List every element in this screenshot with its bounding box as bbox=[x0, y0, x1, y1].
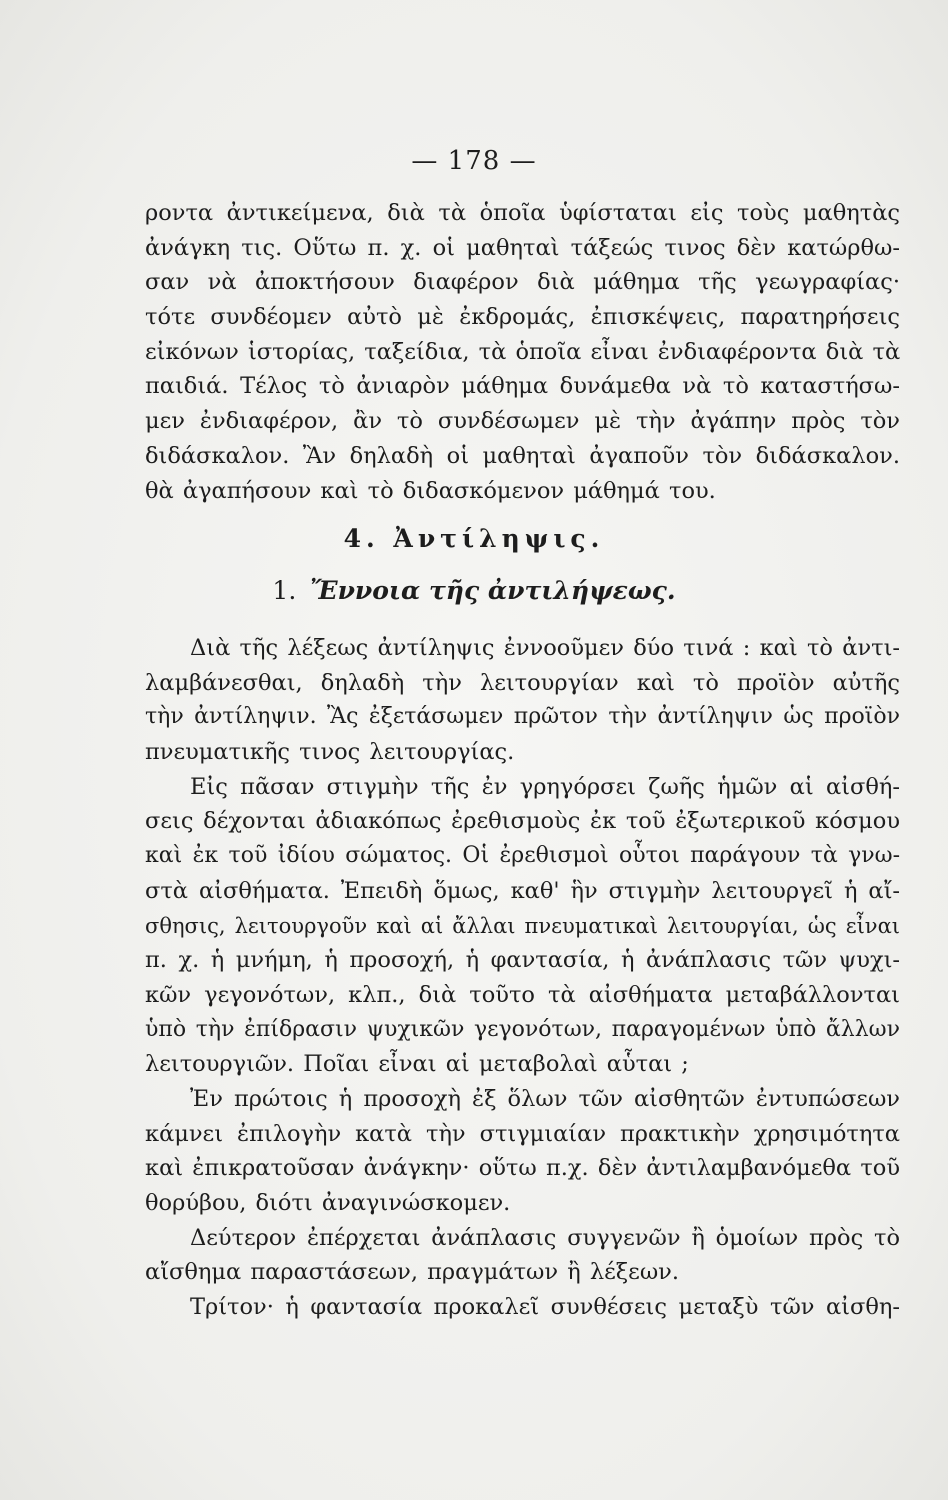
text-line: τὴν ἀντίληψιν. Ἂς ἐξετάσωμεν πρῶτον τὴν ἀντίληψιν ὡς προϊὸν bbox=[145, 704, 900, 730]
text-line: λαμβάνεσθαι, δηλαδὴ τὴν λειτουργίαν καὶ τὸ προϊὸν αὐτῆς bbox=[145, 669, 900, 696]
text-line: Διὰ τῆς λέξεως ἀντίληψις ἐννοοῦμεν δύο τινά : καὶ τὸ ἀντι- bbox=[190, 635, 900, 661]
text-line: ἀνάγκη τις. Οὕτω π. χ. οἱ μαθηταὶ τάξεώς τινος δὲν κατώρθω- bbox=[145, 234, 900, 261]
text-line: σεις δέχονται ἀδιακόπως ἐρεθισμοὺς ἐκ τοῦ ἐξωτερικοῦ κόσμου bbox=[145, 808, 900, 835]
text-line: παιδιά. Τέλος τὸ ἀνιαρὸν μάθημα δυνάμεθα νὰ τὸ καταστήσω- bbox=[145, 373, 900, 400]
text-line: ροντα ἀντικείμενα, διὰ τὰ ὁποῖα ὑφίσταται εἰς τοὺς μαθητὰς bbox=[145, 200, 900, 226]
text-line: κάμνει ἐπιλογὴν κατὰ τὴν στιγμιαίαν πρακτικὴν χρησιμότητα bbox=[145, 1120, 900, 1147]
text-line: καὶ ἐπικρατοῦσαν ἀνάγκην· οὕτω π.χ. δὲν ἀντιλαμβανόμεθα τοῦ bbox=[145, 1155, 900, 1182]
text-line: στὰ αἰσθήματα. Ἐπειδὴ ὅμως, καθ' ἣν στιγμὴν λειτουργεῖ ἡ αἴ- bbox=[145, 877, 900, 904]
text-line: Εἰς πᾶσαν στιγμὴν τῆς ἐν γρηγόρσει ζωῆς ἡμῶν αἱ αἰσθή- bbox=[190, 773, 900, 800]
text-line: πνευματικῆς τινος λειτουργίας. bbox=[145, 739, 515, 766]
text-line: καὶ ἐκ τοῦ ἰδίου σώματος. Οἱ ἐρεθισμοὶ οὗτοι παράγουν τὰ γνω- bbox=[145, 843, 900, 869]
paragraph-continued bbox=[145, 196, 900, 508]
text-line: τότε συνδέομεν αὐτὸ μὲ ἐκδρομάς, ἐπισκέψεις, παρατηρήσεις bbox=[145, 304, 900, 331]
text-line: θορύβου, διότι ἀναγινώσκομεν. bbox=[145, 1190, 511, 1216]
text-line: Ἐν πρώτοις ἡ προσοχὴ ἐξ ὅλων τῶν αἰσθητῶν ἐντυπώσεων bbox=[190, 1085, 900, 1112]
text-line: ὑπὸ τὴν ἐπίδρασιν ψυχικῶν γεγονότων, παραγομένων ὑπὸ ἄλλων bbox=[145, 1016, 900, 1042]
section-heading: 4. Ἀντίληψις. bbox=[343, 524, 605, 553]
text-line: Τρίτον· ἡ φαντασία προκαλεῖ συνθέσεις μεταξὺ τῶν αἰσθη- bbox=[190, 1294, 900, 1321]
sub-heading-title: Ἔννοια τῆς ἀντιλήψεως. bbox=[310, 576, 676, 605]
sub-heading-number: 1. bbox=[272, 576, 297, 605]
text-line: κῶν γεγονότων, κλπ., διὰ τοῦτο τὰ αἰσθήματα μεταβάλλονται bbox=[145, 981, 900, 1008]
text-line: σθησις, λειτουργοῦν καὶ αἱ ἄλλαι πνευματικαὶ λειτουργίαι, ὡς εἶναι bbox=[145, 913, 900, 938]
text-line: διδάσκαλον. Ἂν δηλαδὴ οἱ μαθηταὶ ἀγαποῦν τὸν διδάσκαλον. bbox=[145, 442, 900, 469]
text-line: εἰκόνων ἱστορίας, ταξείδια, τὰ ὁποῖα εἶναι ἐνδιαφέροντα διὰ τὰ bbox=[145, 338, 901, 365]
text-line: λειτουργιῶν. Ποῖαι εἶναι αἱ μεταβολαὶ αὗται ; bbox=[145, 1051, 689, 1078]
text-line: θὰ ἀγαπήσουν καὶ τὸ διδασκόμενον μάθημά του. bbox=[145, 477, 716, 504]
text-line: σαν νὰ ἀποκτήσουν διαφέρον διὰ μάθημα τῆς γεωγραφίας· bbox=[145, 269, 900, 296]
page-number: — 178 — bbox=[411, 146, 537, 176]
body-text bbox=[145, 631, 900, 1325]
text-line: Δεύτερον ἐπέρχεται ἀνάπλασις συγγενῶν ἢ ὁμοίων πρὸς τὸ bbox=[190, 1224, 900, 1251]
text-line: π. χ. ἡ μνήμη, ἡ προσοχή, ἡ φαντασία, ἡ ἀνάπλασις τῶν ψυχι- bbox=[145, 947, 900, 974]
sub-heading bbox=[0, 576, 948, 605]
text-line: αἴσθημα παραστάσεων, πραγμάτων ἢ λέξεων. bbox=[145, 1259, 679, 1286]
text-line: μεν ἐνδιαφέρον, ἂν τὸ συνδέσωμεν μὲ τὴν ἀγάπην πρὸς τὸν bbox=[145, 408, 900, 435]
